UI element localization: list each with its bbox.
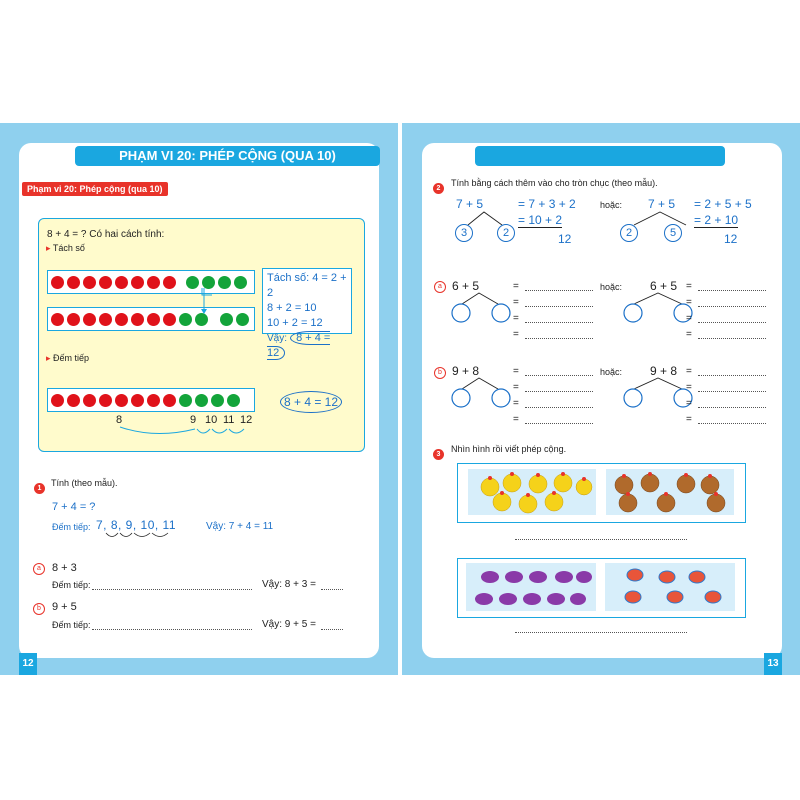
split-line-3: 10 + 2 = 12 [267, 317, 323, 329]
eq-sign: = [513, 366, 519, 377]
sample2-branch-icon [630, 210, 690, 226]
answer-field[interactable] [525, 407, 593, 408]
exercise-1-count-label: Đếm tiếp: [52, 522, 91, 532]
question-a-expr: 8 + 3 [52, 562, 77, 574]
answer-field[interactable] [525, 391, 593, 392]
right-qb-tree-icon [450, 377, 514, 409]
eq-sign: = [686, 398, 692, 409]
page-number-left: 12 [19, 653, 37, 675]
eq-sign: = [513, 313, 519, 324]
answer-field[interactable] [698, 423, 766, 424]
split-line-4: Vậy: 8 + 4 = 12 [267, 332, 331, 359]
sample2-line3: 12 [724, 232, 738, 246]
intro-text: 8 + 4 = ? Có hai cách tính: [47, 229, 165, 240]
exercise-2-number: 2 [433, 177, 444, 195]
page-number-right: 13 [764, 653, 782, 675]
sample2-circle-1: 2 [620, 224, 638, 242]
answer-field[interactable] [698, 306, 766, 307]
question-b-vay: Vậy: 9 + 5 = [262, 619, 316, 630]
right-qa-tree-2-icon [622, 292, 694, 324]
exercise-3-number: 3 [433, 443, 444, 461]
right-qb-tree-2-icon [622, 377, 694, 409]
sample1-line1: = 7 + 3 + 2 [518, 197, 576, 211]
question-a-vay: Vậy: 8 + 3 = [262, 579, 316, 590]
picture-box-small-birds [457, 558, 746, 618]
or-label-1: hoặc: [600, 200, 623, 210]
answer-field[interactable] [525, 306, 593, 307]
eq-sign: = [686, 382, 692, 393]
exercise-1-count-seq: 7, 8, 9, 10, 11 [96, 518, 176, 532]
answer-field[interactable] [698, 407, 766, 408]
bullet-icon: ▸ [46, 353, 51, 363]
right-question-a-marker: a [434, 281, 446, 293]
right-question-b-expr: 9 + 8 [452, 364, 480, 378]
split-steps-box [262, 268, 352, 359]
answer-field[interactable] [698, 338, 766, 339]
exercise-1-title: Tính (theo mẫu). [51, 478, 118, 488]
exercise-1-arcs-icon [104, 531, 176, 541]
count-label-9: 9 [190, 414, 197, 426]
bullet-icon: ▸ [46, 243, 51, 253]
picture-box-birds [457, 463, 746, 523]
question-a-count-field[interactable] [92, 589, 252, 590]
count-label-10: 10 [205, 414, 218, 426]
right-banner [475, 146, 725, 166]
chapter-banner: PHẠM VI 20: PHÉP CỘNG (QUA 10) [75, 146, 380, 166]
count-label-12: 12 [240, 414, 253, 426]
split-line-2: 8 + 2 = 10 [267, 302, 317, 314]
count-label-11: 11 [223, 414, 235, 426]
split-result: 8 + 4 = 12 [267, 332, 331, 359]
eq-sign: = [686, 414, 692, 425]
answer-field-small-birds[interactable] [515, 632, 687, 633]
eq-sign: = [513, 398, 519, 409]
eq-sign: = [513, 297, 519, 308]
sample2-line2: = 2 + 10 [694, 213, 739, 227]
split-line-1: Tách số: 4 = 2 + 2 [267, 272, 347, 299]
answer-field[interactable] [525, 375, 593, 376]
right-question-a-expr-2: 6 + 5 [650, 279, 678, 293]
purple-birds-icon [466, 563, 596, 611]
yellow-chicks-icon [468, 469, 596, 515]
brown-hens-icon [606, 469, 734, 515]
count-arcs-icon [115, 425, 255, 439]
exercise-2-title: Tính bằng cách thêm vào cho tròn chục (theo mẫu). [451, 178, 658, 188]
hens-picture [606, 469, 734, 515]
count-label-8: 8 [116, 414, 123, 426]
dot-row-3 [47, 388, 255, 412]
split-arrow-icon [180, 285, 230, 315]
answer-field-birds[interactable] [515, 539, 687, 540]
question-a-answer-field[interactable] [321, 589, 343, 590]
question-b-expr: 9 + 5 [52, 601, 77, 613]
exercise-3-title: Nhìn hình rồi viết phép cộng. [451, 444, 567, 454]
question-b-answer-field[interactable] [321, 629, 343, 630]
answer-field[interactable] [525, 322, 593, 323]
answer-field[interactable] [698, 391, 766, 392]
exercise-1-number: 1 [34, 477, 45, 495]
question-b-marker: b [33, 603, 45, 615]
sample1-expr: 7 + 5 [456, 197, 484, 211]
eq-sign: = [686, 329, 692, 340]
exercise-1-sample: 7 + 4 = ? [52, 501, 96, 513]
lesson-tag: Phạm vi 20: Phép cộng (qua 10) [22, 182, 168, 196]
eq-sign: = [513, 382, 519, 393]
answer-field[interactable] [525, 423, 593, 424]
answer-field[interactable] [525, 338, 593, 339]
method2-label [46, 353, 89, 364]
right-question-b-expr-2: 9 + 8 [650, 364, 678, 378]
eq-sign: = [686, 366, 692, 377]
sample1-line2: = 10 + 2 [518, 213, 563, 227]
sample2-line1: = 2 + 5 + 5 [694, 197, 752, 211]
eq-sign: = [513, 281, 519, 292]
sample1-circle-2: 2 [497, 224, 515, 242]
question-b-count-field[interactable] [92, 629, 252, 630]
question-a-marker: a [33, 563, 45, 575]
question-b-count-label: Đếm tiếp: [52, 620, 91, 630]
red-blue-birds-icon [605, 563, 735, 611]
eq-sign: = [513, 414, 519, 425]
right-qa-tree-icon [450, 292, 514, 324]
sample2-circle-2: 5 [664, 224, 682, 242]
method1-label [46, 243, 85, 254]
eq-sign: = [686, 297, 692, 308]
red-birds-picture [605, 563, 735, 611]
answer-field[interactable] [698, 322, 766, 323]
method1-text: Tách số [52, 243, 85, 253]
or-label-3: hoặc: [600, 367, 623, 377]
answer-field[interactable] [525, 290, 593, 291]
right-question-a-expr: 6 + 5 [452, 279, 480, 293]
purple-birds-picture [466, 563, 596, 611]
eq-sign: = [513, 329, 519, 340]
sample1-circle-1: 3 [455, 224, 473, 242]
exercise-1-result: Vậy: 7 + 4 = 11 [206, 521, 274, 532]
count-result-oval: 8 + 4 = 12 [280, 391, 342, 413]
sample1-line3: 12 [558, 232, 572, 246]
eq-sign: = [686, 281, 692, 292]
sample2-expr: 7 + 5 [648, 197, 676, 211]
right-question-b-marker: b [434, 367, 446, 379]
answer-field[interactable] [698, 375, 766, 376]
method2-text: Đếm tiếp [53, 353, 90, 363]
question-a-count-label: Đếm tiếp: [52, 580, 91, 590]
answer-field[interactable] [698, 290, 766, 291]
eq-sign: = [686, 313, 692, 324]
or-label-2: hoặc: [600, 282, 623, 292]
chicks-picture [468, 469, 596, 515]
